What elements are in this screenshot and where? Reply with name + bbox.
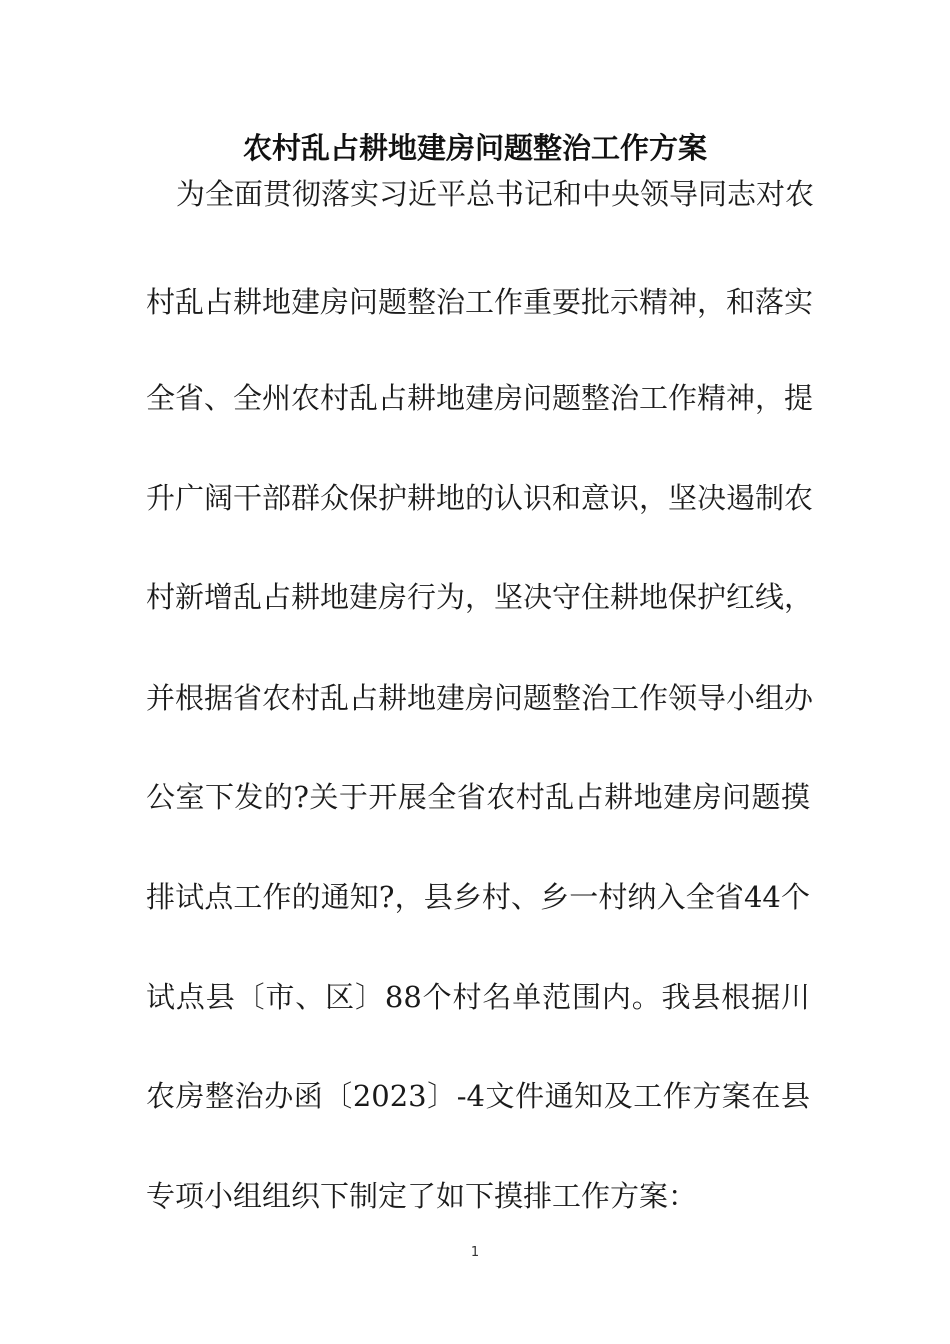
document-title: 农村乱占耕地建房问题整治工作方案 xyxy=(242,131,707,165)
page-number: 1 xyxy=(470,1245,480,1260)
paragraph-line: 升广阔干部群众保护耕地的认识和意识，坚决遏制农 xyxy=(146,481,814,515)
paragraph-line: 村乱占耕地建房问题整治工作重要批示精神，和落实 xyxy=(146,285,814,319)
paragraph-line: 村新增乱占耕地建房行为，坚决守住耕地保护红线， xyxy=(146,580,814,614)
paragraph-line: 并根据省农村乱占耕地建房问题整治工作领导小组办 xyxy=(146,681,814,715)
paragraph-line: 试点县〔市、区〕88个村名单范围内。我县根据川 xyxy=(146,980,810,1014)
paragraph-line: 为全面贯彻落实习近平总书记和中央领导同志对农 xyxy=(176,177,815,211)
paragraph-line: 农房整治办函〔2023〕-4文件通知及工作方案在县 xyxy=(146,1079,810,1113)
paragraph-line: 全省、全州农村乱占耕地建房问题整治工作精神，提 xyxy=(146,381,814,415)
paragraph-line: 公室下发的?关于开展全省农村乱占耕地建房问题摸 xyxy=(146,780,810,814)
paragraph-line: 专项小组组织下制定了如下摸排工作方案： xyxy=(146,1179,698,1213)
paragraph-line: 排试点工作的通知?，县乡村、乡一村纳入全省44个 xyxy=(146,880,810,914)
